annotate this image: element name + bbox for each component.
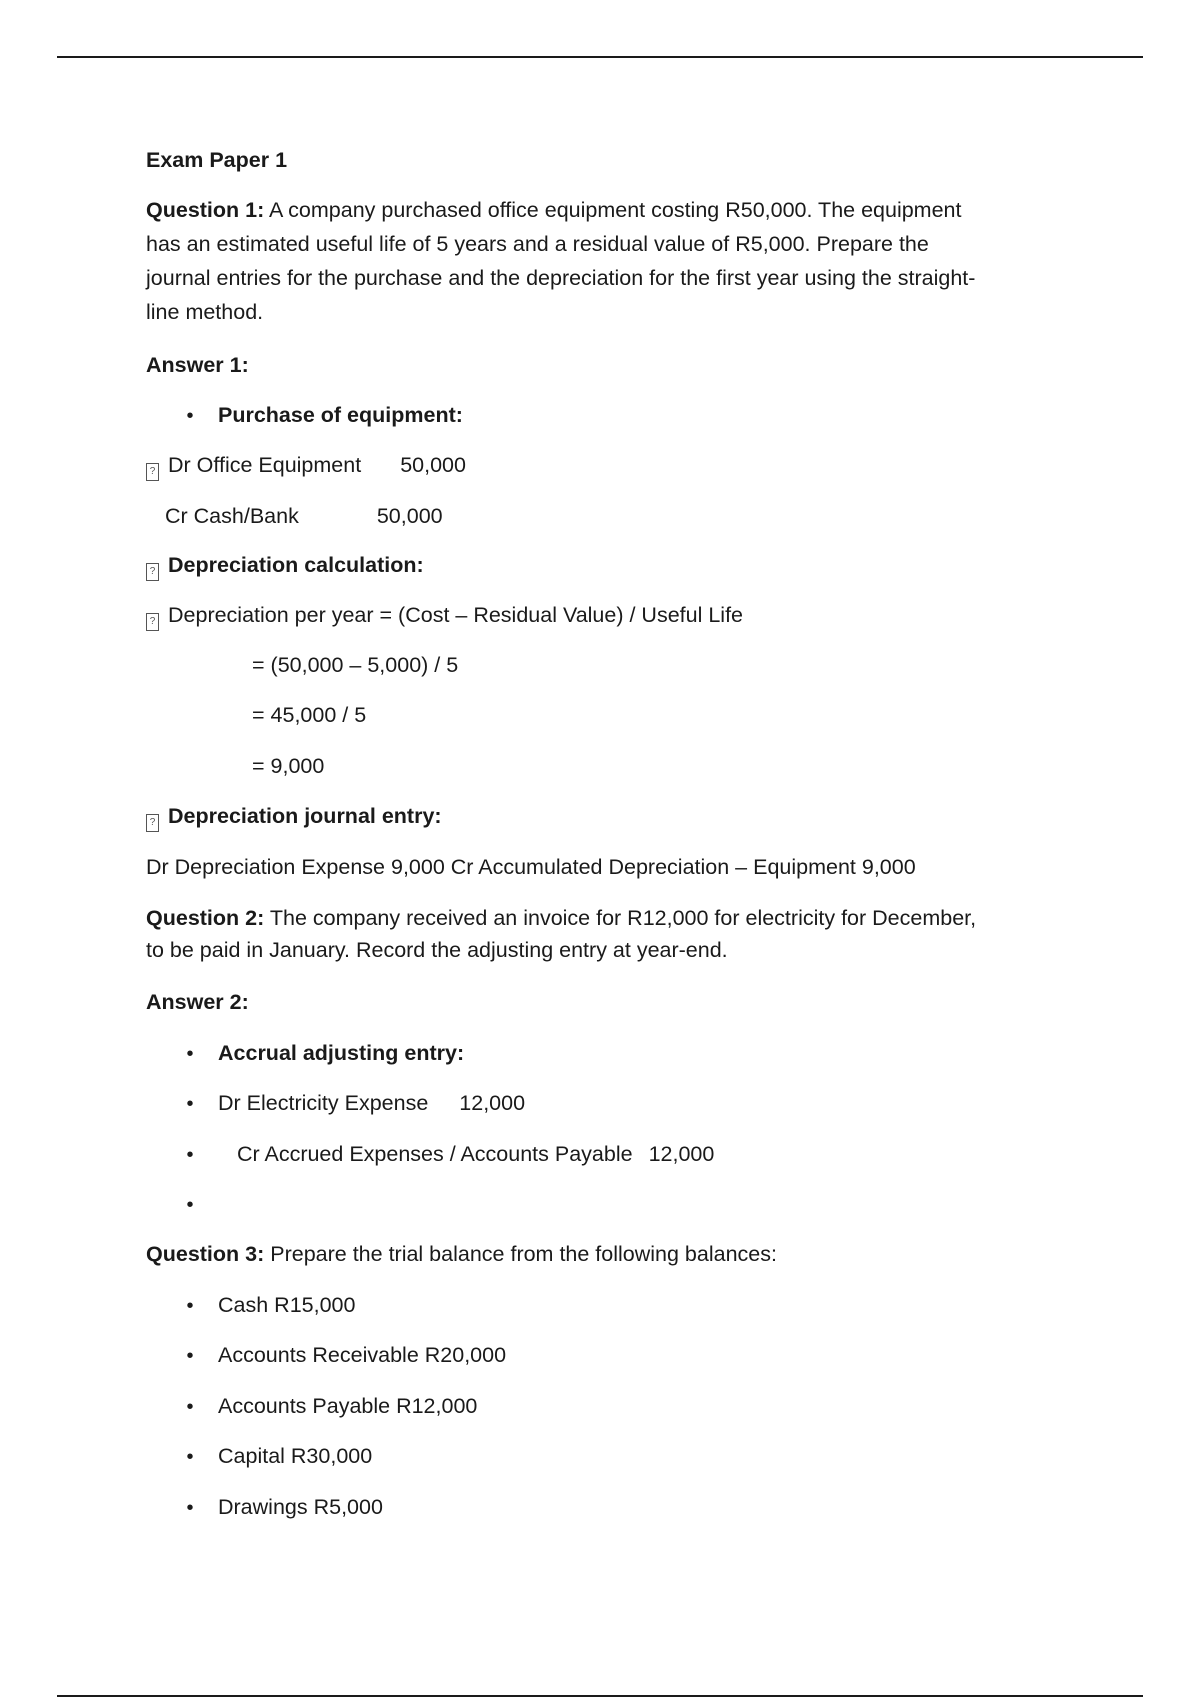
dr-electricity-amount: 12,000: [459, 1091, 526, 1115]
bullet-icon: [185, 1036, 195, 1071]
bullet-icon: [185, 1288, 195, 1323]
bullet-icon: [185, 1137, 195, 1172]
answer-1-label: Answer 1:: [146, 353, 249, 377]
bullet-icon: [185, 1439, 195, 1474]
calc-heading: Depreciation calculation:: [168, 553, 424, 577]
dr-account: Dr Office Equipment: [168, 453, 362, 477]
question-3-line: [146, 1237, 777, 1271]
question-1: [146, 193, 1066, 329]
journal-heading-line: [146, 799, 442, 833]
balance-item: Accounts Receivable R20,000: [218, 1343, 507, 1367]
question-3-text: Prepare the trial balance from the following balances:: [264, 1242, 777, 1266]
journal-entry-line: Dr Depreciation Expense 9,000 Cr Accumulated Depreciation – Equipment 9,000: [146, 855, 916, 879]
balance-item: Accounts Payable R12,000: [218, 1394, 478, 1418]
cr-cash-bank-line: [165, 499, 443, 533]
formula-line: [146, 598, 743, 632]
question-1-text-4: line method.: [146, 300, 264, 324]
question-2-text-1: The company received an invoice for R12,000 for electricity for December,: [264, 906, 977, 930]
calc-heading-line: [146, 548, 424, 582]
document-title: Exam Paper 1: [146, 148, 288, 172]
journal-heading: Depreciation journal entry:: [168, 804, 442, 828]
bullet-icon: [185, 1086, 195, 1121]
balance-item: Capital R30,000: [218, 1444, 373, 1468]
bullet-icon: [185, 1389, 195, 1424]
bullet-icon: [185, 398, 195, 433]
missing-glyph-icon: ?: [146, 463, 159, 481]
question-2-label: Question 2:: [146, 906, 265, 930]
question-2-line-1: [146, 902, 1066, 934]
dr-electricity-account: Dr Electricity Expense: [218, 1091, 429, 1115]
calc-step-2: = 45,000 / 5: [252, 703, 367, 727]
cr-accrued-account: Cr Accrued Expenses / Accounts Payable: [237, 1142, 633, 1166]
question-1-text-1: A company purchased office equipment costing R50,000. The equipment: [264, 198, 962, 222]
purchase-heading: Purchase of equipment:: [218, 403, 463, 427]
header-rule: [57, 56, 1143, 58]
question-2-text-2: to be paid in January. Record the adjusting entry at year-end.: [146, 938, 728, 962]
dr-amount: 50,000: [400, 453, 466, 477]
question-2: [146, 902, 1066, 966]
bullet-icon: [185, 1338, 195, 1373]
answer-2-label: Answer 2:: [146, 990, 249, 1014]
balance-item: Cash R15,000: [218, 1293, 356, 1317]
depreciation-formula: Depreciation per year = (Cost – Residual Value) / Useful Life: [168, 603, 744, 627]
balance-item: Drawings R5,000: [218, 1495, 383, 1519]
question-3-label: Question 3:: [146, 1242, 265, 1266]
question-1-label: Question 1:: [146, 198, 265, 222]
dr-electricity-line: [218, 1086, 525, 1120]
cr-accrued-line: [237, 1137, 714, 1171]
cr-accrued-amount: 12,000: [648, 1142, 715, 1166]
accrual-heading: Accrual adjusting entry:: [218, 1041, 465, 1065]
calc-step-1: = (50,000 – 5,000) / 5: [252, 653, 459, 677]
bullet-icon: [185, 1187, 195, 1222]
dr-office-equipment-line: [146, 448, 466, 482]
footer-rule: [57, 1695, 1143, 1697]
cr-amount: 50,000: [376, 504, 443, 528]
question-1-text-2: has an estimated useful life of 5 years and a residual value of R5,000. Prepare the: [146, 232, 929, 256]
missing-glyph-icon: ?: [146, 814, 159, 832]
question-1-line-1: [146, 193, 1066, 227]
cr-account: Cr Cash/Bank: [165, 504, 299, 528]
missing-glyph-icon: ?: [146, 563, 159, 581]
calc-step-3: = 9,000: [252, 754, 325, 778]
question-1-text-3: journal entries for the purchase and the depreciation for the first year using the straight-: [146, 266, 976, 290]
missing-glyph-icon: ?: [146, 613, 159, 631]
bullet-icon: [185, 1490, 195, 1525]
